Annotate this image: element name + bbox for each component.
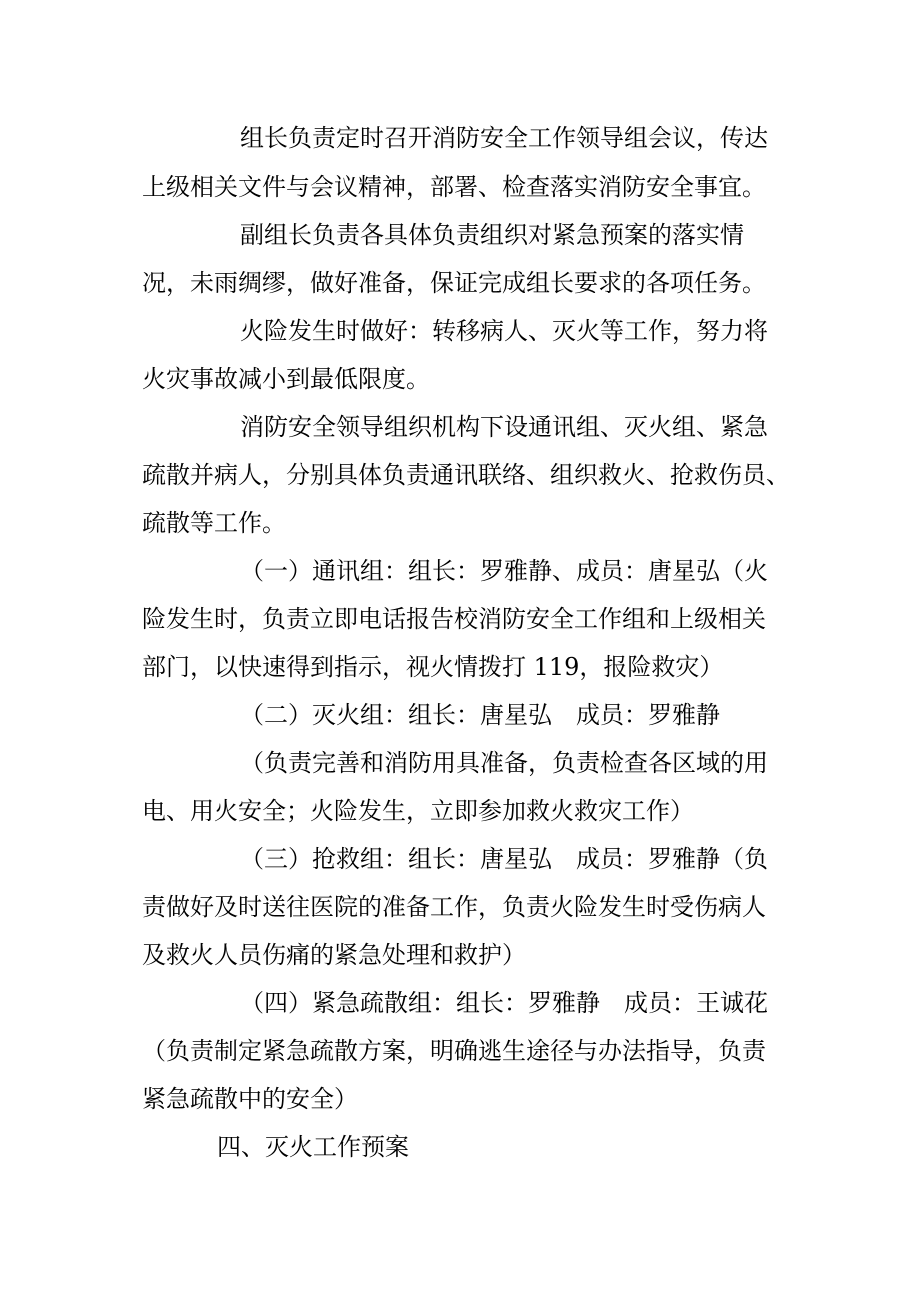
text-line: 疏散并病人，分别具体负责通讯联络、组织救火、抢救伤员、 [142,461,790,489]
text-line: 险发生时，负责立即电话报告校消防安全工作组和上级相关 [142,605,766,633]
text-line: 疏散等工作。 [142,509,286,537]
text-line: 紧急疏散中的安全） [142,1085,358,1113]
text-line: 电、用火安全；火险发生，立即参加救火救灾工作） [142,797,694,825]
text-line: 责做好及时送往医院的准备工作，负责火险发生时受伤病人 [142,893,766,921]
text-line: （三）抢救组：组长：唐星弘 成员：罗雅静（负 [240,845,768,873]
text-line: 火险发生时做好：转移病人、灭火等工作，努力将 [240,317,768,345]
text-line: 组长负责定时召开消防安全工作领导组会议，传达 [240,124,768,152]
text-line: 副组长负责各具体负责组织对紧急预案的落实情 [240,221,744,249]
text-line: 及救火人员伤痛的紧急处理和救护） [142,941,526,969]
text-line: 况，未雨绸缪，做好准备，保证完成组长要求的各项任务。 [142,269,766,297]
text-line: （负责完善和消防用具准备，负责检查各区域的用 [240,749,768,777]
text-line: 部门，以快速得到指示，视火情拨打 119，报险救灾） [142,653,724,681]
text-line: 上级相关文件与会议精神，部署、检查落实消防安全事宜。 [142,173,766,201]
text-line: 火灾事故减小到最低限度。 [142,365,430,393]
section-heading: 四、灭火工作预案 [217,1133,409,1161]
text-line: （二）灭火组：组长：唐星弘 成员：罗雅静 [240,701,720,729]
text-line: （四）紧急疏散组：组长：罗雅静 成员：王诚花 [240,989,768,1017]
text-line: （一）通讯组：组长：罗雅静、成员：唐星弘（火 [240,557,768,585]
text-line: （负责制定紧急疏散方案，明确逃生途径与办法指导，负责 [142,1037,766,1065]
text-line: 消防安全领导组织机构下设通讯组、灭火组、紧急 [240,413,768,441]
